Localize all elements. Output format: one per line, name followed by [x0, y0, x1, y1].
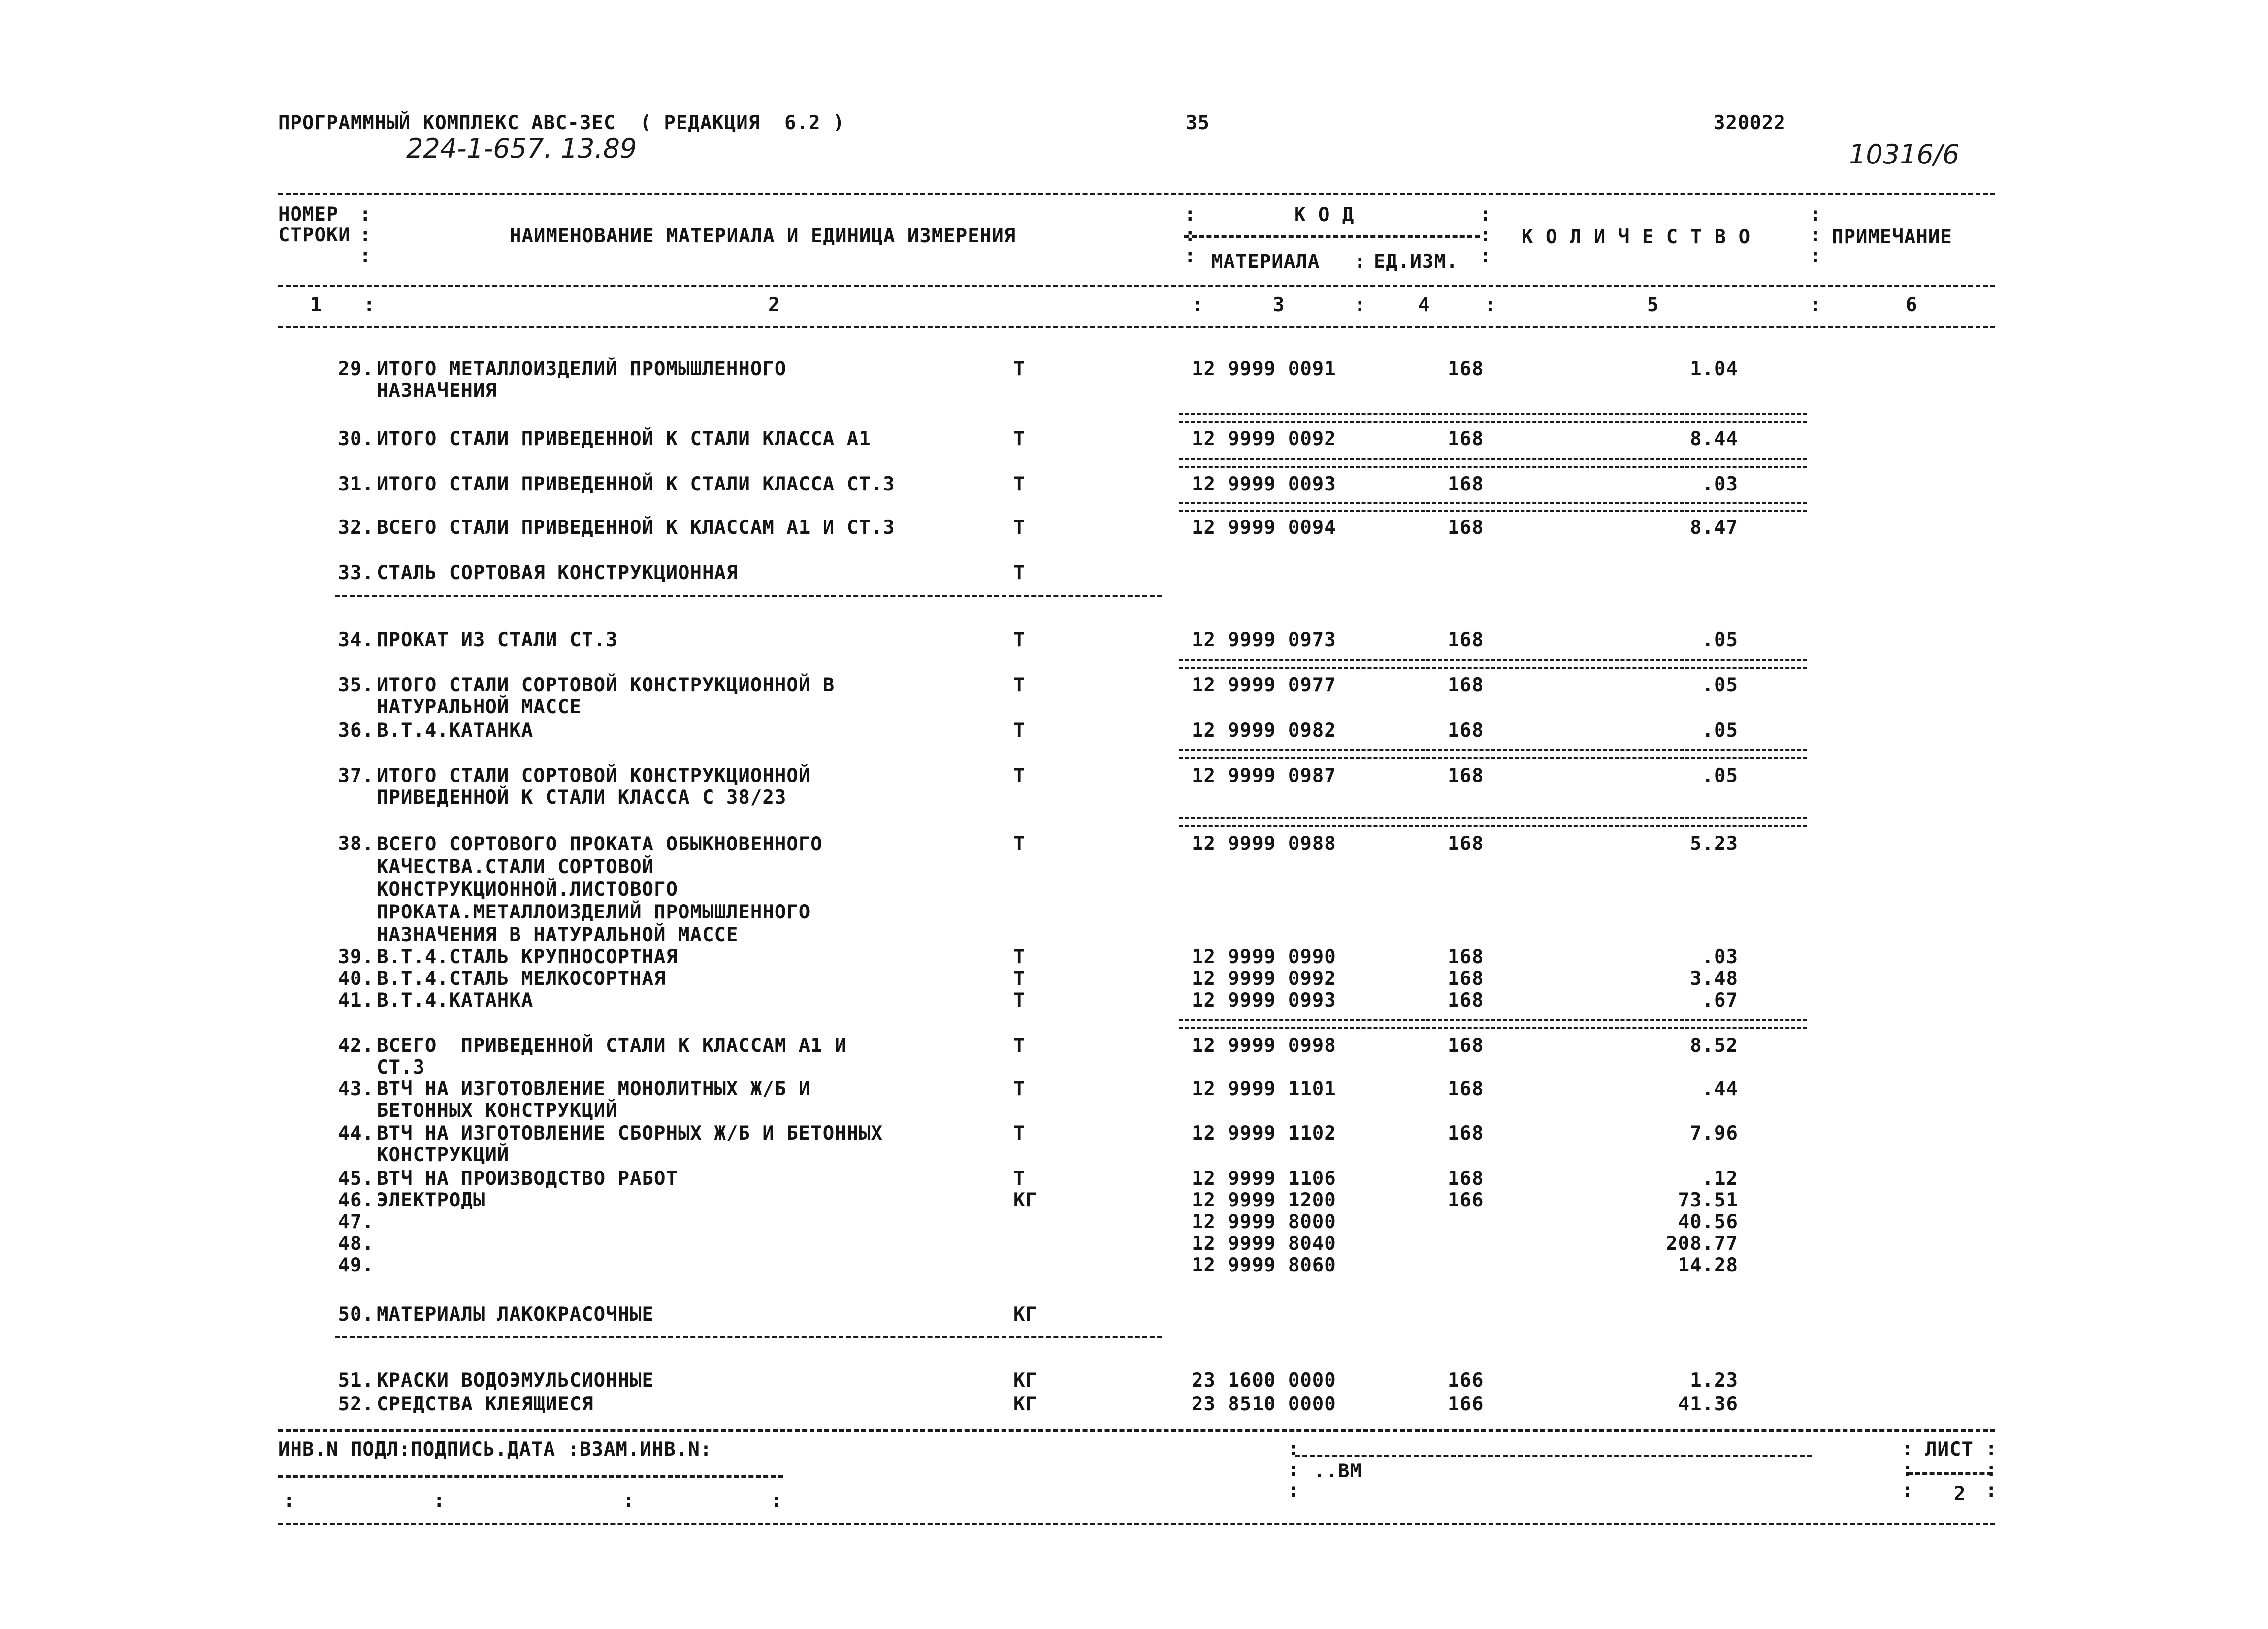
- col-header-row-no: НОМЕР СТРОКИ: [278, 203, 351, 246]
- row-unit-code: 168: [1448, 719, 1484, 742]
- row-unit-code: 168: [1448, 1168, 1484, 1190]
- handwritten-project-number: 224-1-657. 13.89: [406, 133, 637, 164]
- row-unit-code: 168: [1448, 968, 1484, 990]
- col-header-quantity: К О Л И Ч Е С Т В О: [1522, 226, 1751, 248]
- row-number: 41.: [338, 989, 374, 1011]
- col-number: 5: [1647, 294, 1659, 316]
- row-unit-code: 168: [1448, 1122, 1484, 1144]
- row-number: 48.: [338, 1233, 374, 1255]
- row-quantity: 3.48: [1690, 968, 1738, 990]
- row-unit: Т: [1013, 1078, 1026, 1100]
- row-unit: Т: [1013, 765, 1026, 787]
- row-code: 23 8510 0000: [1192, 1393, 1336, 1415]
- row-quantity: .67: [1702, 989, 1738, 1011]
- row-name: В.Т.4.СТАЛЬ МЕЛКОСОРТНАЯ: [377, 968, 666, 990]
- row-number: 40.: [338, 968, 374, 990]
- footer-stamp-labels: ИНВ.N ПОДЛ:ПОДПИСЬ.ДАТА :ВЗАМ.ИНВ.N:: [278, 1438, 713, 1461]
- footer-top-rule: [278, 1429, 1995, 1432]
- footer-sep: : : :: [1288, 1438, 1300, 1501]
- col-header-note: ПРИМЕЧАНИЕ: [1832, 226, 1952, 248]
- row-unit: Т: [1013, 968, 1026, 990]
- document-code: 320022: [1714, 112, 1786, 134]
- row-number: 49.: [338, 1254, 374, 1276]
- row-code: 12 9999 0993: [1192, 989, 1336, 1011]
- footer-inner-rule: [278, 1475, 783, 1478]
- row-unit: Т: [1013, 989, 1026, 1011]
- header-bottom-rule: [278, 326, 1995, 328]
- page-number: 35: [1186, 112, 1210, 134]
- row-unit: Т: [1013, 473, 1026, 495]
- sheet-label: ЛИСТ: [1925, 1438, 1974, 1461]
- footer-mid-label: ..ВМ: [1314, 1460, 1362, 1482]
- row-code: 12 9999 0990: [1192, 946, 1336, 968]
- row-code: 12 9999 1102: [1192, 1122, 1336, 1144]
- col-sep: : : :: [1184, 203, 1197, 267]
- row-unit: Т: [1013, 946, 1026, 968]
- row-number: 45.: [338, 1168, 374, 1190]
- section-rule: [335, 1336, 1162, 1338]
- footer-sep: :: [623, 1490, 635, 1512]
- row-quantity: 8.52: [1690, 1035, 1738, 1057]
- row-code: 12 9999 0988: [1192, 833, 1336, 855]
- row-name: ПРОКАТ ИЗ СТАЛИ СТ.3: [377, 629, 618, 651]
- row-number: 33.: [338, 562, 374, 584]
- row-unit: Т: [1013, 428, 1026, 450]
- col-sep: :: [1192, 294, 1204, 316]
- col-sep: :: [363, 294, 376, 316]
- header-top-rule: [278, 193, 1995, 195]
- row-quantity: .05: [1702, 765, 1738, 787]
- row-name: ВТЧ НА ПРОИЗВОДСТВО РАБОТ: [377, 1168, 678, 1190]
- row-code: 12 9999 0987: [1192, 765, 1336, 787]
- col-header-code: К О Д: [1294, 204, 1355, 226]
- row-number: 46.: [338, 1189, 374, 1211]
- row-number: 47.: [338, 1211, 374, 1233]
- total-rule: [1179, 659, 1807, 669]
- footer-sep: :: [433, 1490, 446, 1512]
- row-number: 29.: [338, 358, 374, 380]
- row-unit-code: 168: [1448, 1078, 1484, 1100]
- total-rule: [1179, 1019, 1807, 1029]
- row-quantity: 1.04: [1690, 358, 1738, 380]
- total-rule: [1179, 413, 1807, 423]
- row-code: 12 9999 1101: [1192, 1078, 1336, 1100]
- row-quantity: .05: [1702, 719, 1738, 742]
- total-rule: [1179, 502, 1807, 512]
- footer-sep: : : :: [1902, 1438, 1914, 1501]
- row-number: 36.: [338, 719, 374, 742]
- row-code: 12 9999 8040: [1192, 1233, 1336, 1255]
- row-number: 35.: [338, 674, 374, 696]
- row-name: ВТЧ НА ИЗГОТОВЛЕНИЕ МОНОЛИТНЫХ Ж/Б И БЕТОННЫХ КОНСТРУКЦИЙ: [377, 1078, 811, 1122]
- row-unit-code: 166: [1448, 1393, 1484, 1415]
- col-sep: : : :: [359, 203, 372, 267]
- row-unit-code: 168: [1448, 428, 1484, 450]
- col-sep: :: [1810, 294, 1822, 316]
- row-code: 12 9999 0977: [1192, 674, 1336, 696]
- col-number: 4: [1418, 294, 1430, 316]
- row-name: В.Т.4.КАТАНКА: [377, 719, 534, 742]
- section-rule: [335, 595, 1162, 597]
- row-unit: Т: [1013, 719, 1026, 742]
- row-unit-code: 168: [1448, 765, 1484, 787]
- row-quantity: 73.51: [1678, 1189, 1738, 1211]
- row-code: 12 9999 8000: [1192, 1211, 1336, 1233]
- program-title: ПРОГРАММНЫЙ КОМПЛЕКС АВС-ЗЕС ( РЕДАКЦИЯ 6.2 ): [278, 112, 845, 134]
- row-name: СРЕДСТВА КЛЕЯЩИЕСЯ: [377, 1393, 594, 1415]
- row-number: 42.: [338, 1035, 374, 1057]
- row-quantity: 41.36: [1678, 1393, 1738, 1415]
- row-unit: Т: [1013, 629, 1026, 651]
- row-unit: Т: [1013, 562, 1026, 584]
- sheet-number: 2: [1954, 1483, 1966, 1505]
- row-unit-code: 168: [1448, 517, 1484, 539]
- row-quantity: 8.47: [1690, 517, 1738, 539]
- col-sep: :: [1354, 294, 1366, 316]
- row-number: 31.: [338, 473, 374, 495]
- col-sep: : : :: [1810, 203, 1822, 267]
- row-unit-code: 168: [1448, 1035, 1484, 1057]
- footer-sep: :: [771, 1490, 783, 1512]
- row-name: ВСЕГО СОРТОВОГО ПРОКАТА ОБЫКНОВЕННОГО КАЧЕСТВА.СТАЛИ СОРТОВОЙ КОНСТРУКЦИОННОЙ.ЛИСТОВОГО ПРОКАТА.МЕТАЛЛОИЗДЕЛИЙ ПРОМЫШЛЕННОГО НАЗНАЧЕНИЯ В НАТУРАЛЬНОЙ МАССЕ: [377, 833, 823, 946]
- col-header-name: НАИМЕНОВАНИЕ МАТЕРИАЛА И ЕДИНИЦА ИЗМЕРЕНИЯ: [510, 225, 1016, 247]
- row-unit: Т: [1013, 674, 1026, 696]
- row-number: 32.: [338, 517, 374, 539]
- row-unit: КГ: [1013, 1393, 1037, 1415]
- row-name: ИТОГО МЕТАЛЛОИЗДЕЛИЙ ПРОМЫШЛЕННОГО НАЗНАЧЕНИЯ: [377, 358, 787, 402]
- row-quantity: 1.23: [1690, 1369, 1738, 1392]
- row-name: ИТОГО СТАЛИ СОРТОВОЙ КОНСТРУКЦИОННОЙ В НАТУРАЛЬНОЙ МАССЕ: [377, 674, 835, 718]
- row-number: 39.: [338, 946, 374, 968]
- footer-inner-rule: [1295, 1455, 1812, 1457]
- row-code: 12 9999 0093: [1192, 473, 1336, 495]
- row-unit-code: 168: [1448, 833, 1484, 855]
- row-code: 12 9999 8060: [1192, 1254, 1336, 1276]
- row-number: 38.: [338, 833, 374, 855]
- col-number: 6: [1906, 294, 1918, 316]
- col-number: 1: [310, 294, 323, 316]
- footer-sep: :: [283, 1490, 295, 1512]
- row-name: МАТЕРИАЛЫ ЛАКОКРАСОЧНЫЕ: [377, 1303, 654, 1326]
- row-name: ВСЕГО ПРИВЕДЕННОЙ СТАЛИ К КЛАССАМ А1 И СТ.3: [377, 1035, 847, 1078]
- row-unit-code: 168: [1448, 989, 1484, 1011]
- row-quantity: .44: [1702, 1078, 1738, 1100]
- row-code: 12 9999 0982: [1192, 719, 1336, 742]
- col-sep: : : :: [1480, 203, 1492, 267]
- row-name: СТАЛЬ СОРТОВАЯ КОНСТРУКЦИОННАЯ: [377, 562, 739, 584]
- row-quantity: .03: [1702, 473, 1738, 495]
- row-quantity: 7.96: [1690, 1122, 1738, 1144]
- row-quantity: .12: [1702, 1168, 1738, 1190]
- col-header-code-unit: ЕД.ИЗМ.: [1374, 251, 1458, 273]
- row-unit-code: 166: [1448, 1189, 1484, 1211]
- row-unit: КГ: [1013, 1369, 1037, 1392]
- row-unit-code: 168: [1448, 358, 1484, 380]
- row-quantity: .03: [1702, 946, 1738, 968]
- row-code: 12 9999 0092: [1192, 428, 1336, 450]
- row-number: 51.: [338, 1369, 374, 1392]
- total-rule: [1179, 458, 1807, 468]
- row-unit-code: 168: [1448, 473, 1484, 495]
- row-name: ИТОГО СТАЛИ СОРТОВОЙ КОНСТРУКЦИОННОЙ ПРИВЕДЕННОЙ К СТАЛИ КЛАССА С 38/23: [377, 765, 811, 809]
- footer-sep: : : :: [1985, 1438, 1998, 1501]
- total-rule: [1179, 749, 1807, 759]
- row-name: ИТОГО СТАЛИ ПРИВЕДЕННОЙ К СТАЛИ КЛАССА СТ.3: [377, 473, 895, 495]
- row-unit: Т: [1013, 517, 1026, 539]
- row-name: ВСЕГО СТАЛИ ПРИВЕДЕННОЙ К КЛАССАМ А1 И СТ.3: [377, 517, 895, 539]
- col-sep: :: [1485, 294, 1497, 316]
- handwritten-document-number: 10316/6: [1849, 139, 1960, 170]
- row-code: 23 1600 0000: [1192, 1369, 1336, 1392]
- row-unit: КГ: [1013, 1303, 1037, 1326]
- row-quantity: 14.28: [1678, 1254, 1738, 1276]
- code-group-rule: [1184, 235, 1480, 238]
- row-quantity: 40.56: [1678, 1211, 1738, 1233]
- row-code: 12 9999 0094: [1192, 517, 1336, 539]
- row-quantity: .05: [1702, 629, 1738, 651]
- row-name: ИТОГО СТАЛИ ПРИВЕДЕННОЙ К СТАЛИ КЛАССА А1: [377, 428, 871, 450]
- row-unit: Т: [1013, 358, 1026, 380]
- row-number: 30.: [338, 428, 374, 450]
- col-number: 3: [1273, 294, 1285, 316]
- row-name: В.Т.4.СТАЛЬ КРУПНОСОРТНАЯ: [377, 946, 678, 968]
- row-number: 37.: [338, 765, 374, 787]
- row-code: 12 9999 0091: [1192, 358, 1336, 380]
- row-quantity: .05: [1702, 674, 1738, 696]
- row-number: 50.: [338, 1303, 374, 1326]
- header-mid-rule: [278, 285, 1995, 287]
- row-unit: Т: [1013, 1168, 1026, 1190]
- total-rule: [1179, 817, 1807, 827]
- col-sep: :: [1354, 251, 1366, 273]
- row-name: КРАСКИ ВОДОЭМУЛЬСИОННЫЕ: [377, 1369, 654, 1392]
- row-unit-code: 168: [1448, 674, 1484, 696]
- row-unit: КГ: [1013, 1189, 1037, 1211]
- row-number: 52.: [338, 1393, 374, 1415]
- row-code: 12 9999 1200: [1192, 1189, 1336, 1211]
- row-number: 44.: [338, 1122, 374, 1144]
- row-code: 12 9999 0973: [1192, 629, 1336, 651]
- row-name: ВТЧ НА ИЗГОТОВЛЕНИЕ СБОРНЫХ Ж/Б И БЕТОННЫХ КОНСТРУКЦИЙ: [377, 1122, 883, 1166]
- row-code: 12 9999 0998: [1192, 1035, 1336, 1057]
- row-unit: Т: [1013, 1122, 1026, 1144]
- row-number: 34.: [338, 629, 374, 651]
- row-number: 43.: [338, 1078, 374, 1100]
- col-number: 2: [768, 294, 780, 316]
- row-unit-code: 168: [1448, 946, 1484, 968]
- row-unit: Т: [1013, 1035, 1026, 1057]
- row-quantity: 8.44: [1690, 428, 1738, 450]
- row-name: ЭЛЕКТРОДЫ: [377, 1189, 486, 1211]
- footer-sheet-rule: [1908, 1472, 1992, 1475]
- row-unit-code: 168: [1448, 629, 1484, 651]
- footer-bottom-rule: [278, 1523, 1995, 1525]
- row-quantity: 208.77: [1666, 1233, 1738, 1255]
- row-name: В.Т.4.КАТАНКА: [377, 989, 534, 1011]
- row-quantity: 5.23: [1690, 833, 1738, 855]
- row-code: 12 9999 0992: [1192, 968, 1336, 990]
- row-unit-code: 166: [1448, 1369, 1484, 1392]
- col-header-code-material: МАТЕРИАЛА: [1211, 251, 1320, 273]
- row-unit: Т: [1013, 833, 1026, 855]
- row-code: 12 9999 1106: [1192, 1168, 1336, 1190]
